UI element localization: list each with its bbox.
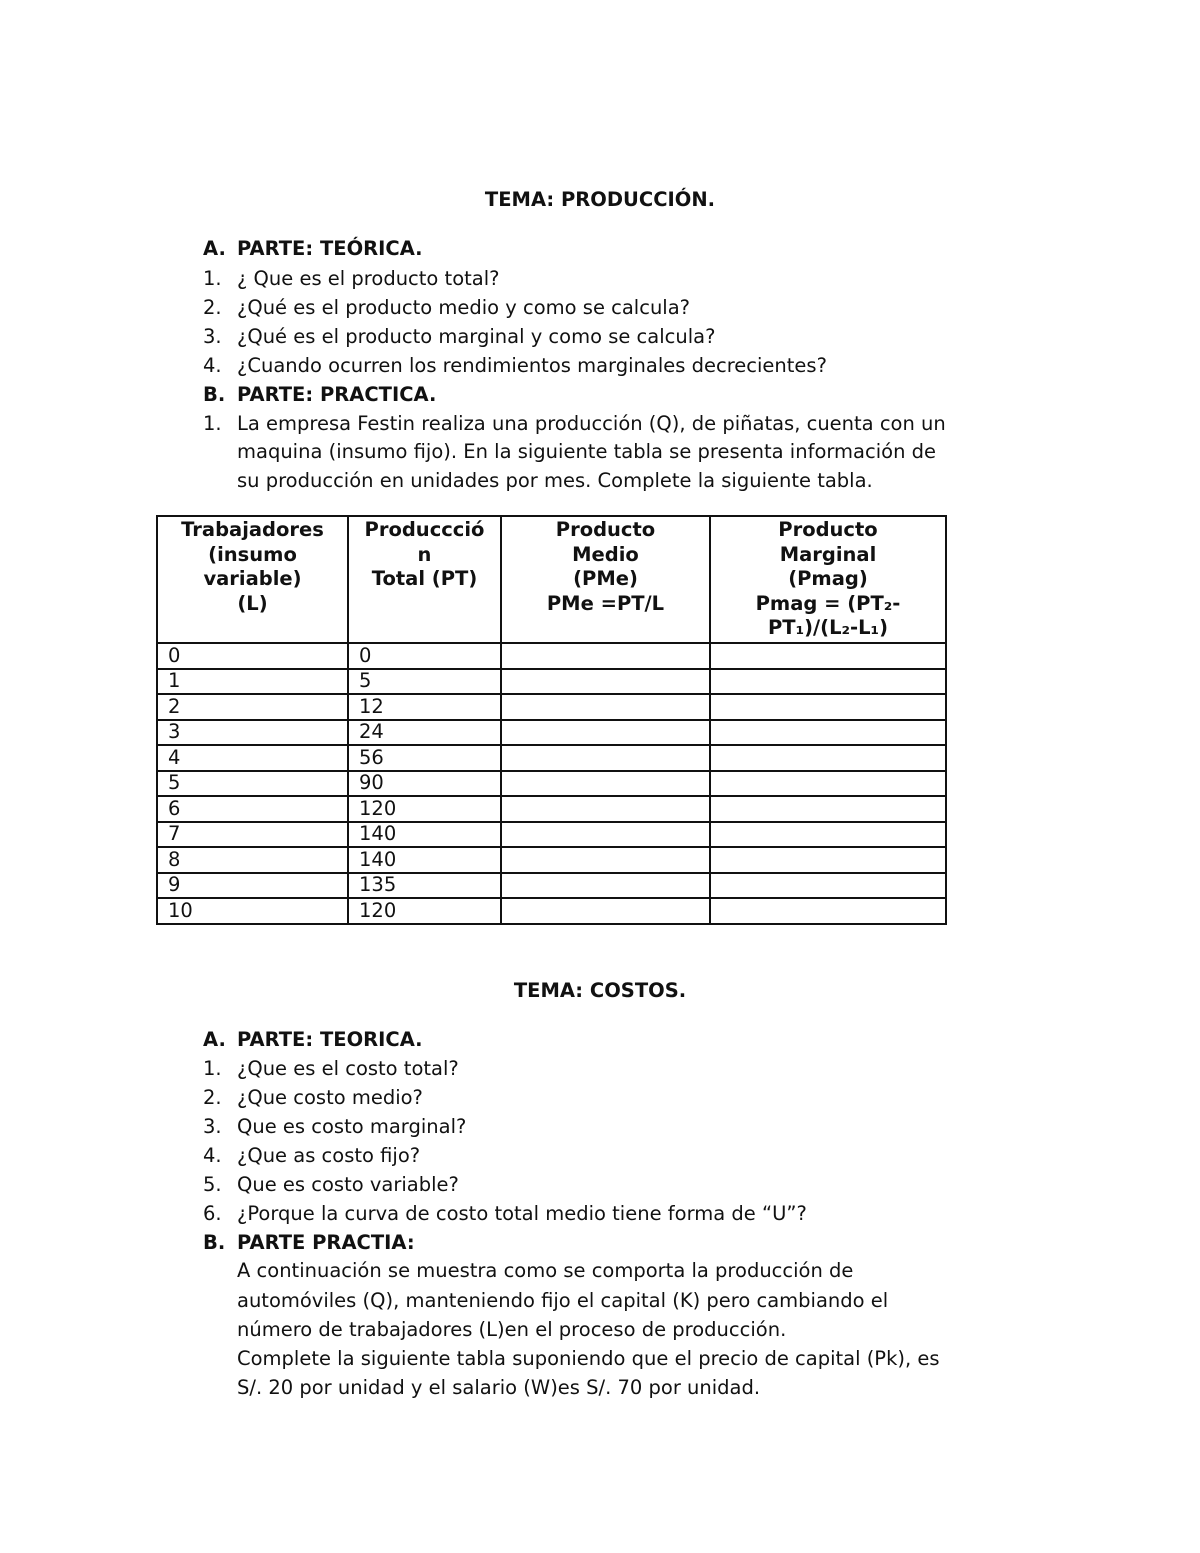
cell-l: 10 (157, 898, 348, 924)
cell-pt: 120 (348, 796, 501, 822)
question-item (203, 1170, 459, 1199)
cell-pmag (710, 694, 946, 720)
production-table (156, 515, 947, 925)
cell-l: 3 (157, 720, 348, 746)
section-title-costos: TEMA: COSTOS. (513, 979, 687, 1002)
cell-l: 7 (157, 822, 348, 848)
paragraph-line: automóviles (Q), manteniendo fijo el capital (K) pero cambiando el (237, 1289, 889, 1312)
part-b-label: PARTE: PRACTICA. (237, 383, 437, 406)
cell-l: 4 (157, 745, 348, 771)
cell-l: 0 (157, 643, 348, 669)
part-b-heading (203, 380, 436, 409)
question-item (203, 264, 500, 293)
question-item (203, 1199, 807, 1228)
cell-pt: 5 (348, 669, 501, 695)
question-text: ¿Qué es el producto marginal y como se calcula? (237, 325, 716, 348)
question-item (203, 322, 715, 351)
cell-l: 9 (157, 873, 348, 899)
cell-pmag (710, 720, 946, 746)
header-produccion-total: Produccció n Total (PT) (348, 516, 501, 643)
question-item (203, 1141, 420, 1170)
part-a-heading (203, 234, 423, 263)
cell-l: 2 (157, 694, 348, 720)
question-text: ¿Cuando ocurren los rendimientos marginales decrecientes? (237, 354, 827, 377)
cell-pt: 12 (348, 694, 501, 720)
cell-l: 6 (157, 796, 348, 822)
cell-pt: 135 (348, 873, 501, 899)
cell-pt: 140 (348, 822, 501, 848)
cell-pt: 56 (348, 745, 501, 771)
exercise-line: maquina (insumo fijo). En la siguiente tabla se presenta información de (237, 440, 937, 463)
header-trabajadores: Trabajadores (insumo variable) (L) (157, 516, 348, 643)
table-header-row (157, 516, 946, 643)
question-text: ¿Porque la curva de costo total medio tiene forma de “U”? (237, 1202, 807, 1225)
cell-pme (501, 898, 710, 924)
cell-pme (501, 796, 710, 822)
question-item (203, 293, 690, 322)
paragraph-line: S/. 20 por unidad y el salario (W)es S/. 70 por unidad. (237, 1376, 761, 1399)
table-row (157, 796, 946, 822)
cell-pme (501, 822, 710, 848)
paragraph-line: número de trabajadores (L)en el proceso de producción. (237, 1318, 787, 1341)
cell-pt: 90 (348, 771, 501, 797)
exercise-line: La empresa Festin realiza una producción (Q), de piñatas, cuenta con un (237, 412, 946, 435)
cell-pmag (710, 796, 946, 822)
question-num: 5. (203, 1173, 222, 1196)
paragraph-line: Complete la siguiente tabla suponiendo que el precio de capital (Pk), es (237, 1347, 940, 1370)
cell-pt: 120 (348, 898, 501, 924)
cell-pme (501, 643, 710, 669)
cell-pmag (710, 873, 946, 899)
cell-pmag (710, 898, 946, 924)
cell-pme (501, 720, 710, 746)
question-item (203, 1054, 459, 1083)
part-b-label: PARTE PRACTIA: (237, 1231, 415, 1254)
cell-pmag (710, 745, 946, 771)
part-a-label: PARTE: TEÓRICA. (237, 237, 423, 260)
header-producto-medio: Producto Medio (PMe) PMe =PT/L (501, 516, 710, 643)
header-producto-marginal: Producto Marginal (Pmag) Pmag = (PT₂- PT₁)/(L₂-L₁) (710, 516, 946, 643)
question-num: 2. (203, 1086, 222, 1109)
part-a-num: A. (203, 237, 226, 260)
part-a-label: PARTE: TEORICA. (237, 1028, 423, 1051)
costos-part-b-heading (203, 1228, 415, 1257)
cell-pme (501, 694, 710, 720)
paragraph-line: A continuación se muestra como se comporta la producción de (237, 1259, 854, 1282)
table-row (157, 694, 946, 720)
cell-pme (501, 771, 710, 797)
table-row (157, 771, 946, 797)
question-num: 3. (203, 1115, 222, 1138)
cell-pme (501, 873, 710, 899)
question-text: ¿Que as costo fijo? (237, 1144, 421, 1167)
cell-pmag (710, 669, 946, 695)
cell-pme (501, 745, 710, 771)
cell-l: 5 (157, 771, 348, 797)
question-num: 6. (203, 1202, 222, 1225)
question-num: 4. (203, 354, 222, 377)
part-b-num: B. (203, 383, 226, 406)
table-row (157, 669, 946, 695)
section-title-produccion: TEMA: PRODUCCIÓN. (484, 188, 716, 211)
part-b-num: B. (203, 1231, 226, 1254)
exercise-line: su producción en unidades por mes. Complete la siguiente tabla. (237, 469, 873, 492)
question-text: Que es costo marginal? (237, 1115, 467, 1138)
exercise-item (203, 409, 946, 438)
table-row (157, 745, 946, 771)
exercise-num: 1. (203, 412, 222, 435)
question-item (203, 1112, 466, 1141)
table-row (157, 847, 946, 873)
table-row (157, 898, 946, 924)
question-text: ¿Que costo medio? (237, 1086, 423, 1109)
table-row (157, 873, 946, 899)
costos-part-a-heading (203, 1025, 423, 1054)
part-a-num: A. (203, 1028, 226, 1051)
cell-pmag (710, 847, 946, 873)
question-num: 4. (203, 1144, 222, 1167)
question-num: 2. (203, 296, 222, 319)
cell-pme (501, 847, 710, 873)
question-item (203, 1083, 423, 1112)
cell-l: 8 (157, 847, 348, 873)
table-row (157, 643, 946, 669)
cell-pt: 140 (348, 847, 501, 873)
cell-pmag (710, 643, 946, 669)
question-num: 3. (203, 325, 222, 348)
question-num: 1. (203, 267, 222, 290)
cell-pmag (710, 822, 946, 848)
question-text: Que es costo variable? (237, 1173, 459, 1196)
question-item (203, 351, 827, 380)
cell-pmag (710, 771, 946, 797)
question-num: 1. (203, 1057, 222, 1080)
cell-pt: 24 (348, 720, 501, 746)
question-text: ¿Qué es el producto medio y como se calcula? (237, 296, 691, 319)
cell-pme (501, 669, 710, 695)
cell-pt: 0 (348, 643, 501, 669)
question-text: ¿Que es el costo total? (237, 1057, 459, 1080)
question-text: ¿ Que es el producto total? (237, 267, 500, 290)
table-row (157, 720, 946, 746)
table-row (157, 822, 946, 848)
cell-l: 1 (157, 669, 348, 695)
